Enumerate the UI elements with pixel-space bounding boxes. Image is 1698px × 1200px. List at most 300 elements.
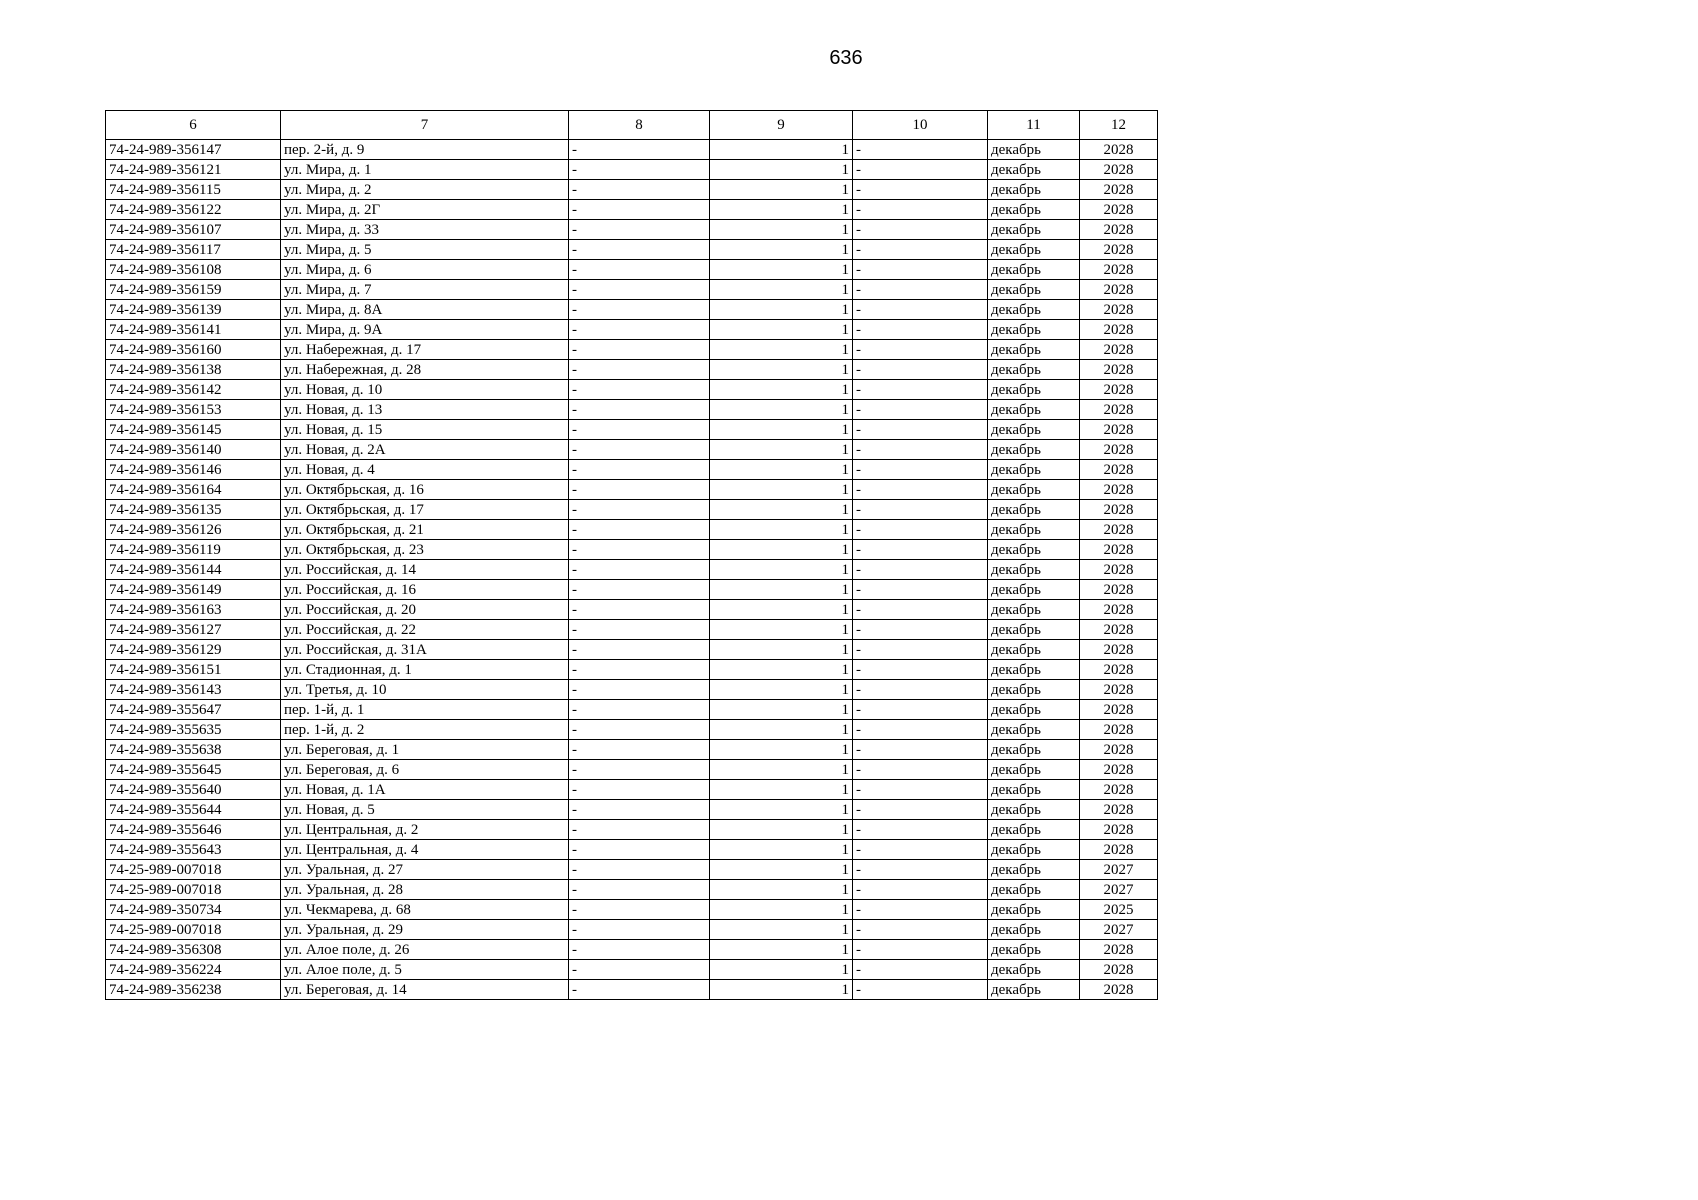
cell-col-9: 1 <box>710 360 853 380</box>
cell-col-8: - <box>569 500 710 520</box>
cell-code: 74-24-989-356145 <box>106 420 281 440</box>
cell-col-8: - <box>569 840 710 860</box>
cell-col-8: - <box>569 620 710 640</box>
table-row <box>106 540 1158 560</box>
cell-col-9: 1 <box>710 780 853 800</box>
cell-col-9: 1 <box>710 760 853 780</box>
cell-year: 2028 <box>1080 700 1158 720</box>
cell-address: ул. Береговая, д. 14 <box>281 980 569 1000</box>
cell-col-8: - <box>569 900 710 920</box>
cell-code: 74-24-989-356141 <box>106 320 281 340</box>
table-row <box>106 220 1158 240</box>
table-row <box>106 380 1158 400</box>
cell-col-8: - <box>569 680 710 700</box>
cell-year: 2028 <box>1080 400 1158 420</box>
cell-address: ул. Набережная, д. 28 <box>281 360 569 380</box>
cell-address: ул. Новая, д. 4 <box>281 460 569 480</box>
cell-month: декабрь <box>988 160 1080 180</box>
cell-col-8: - <box>569 700 710 720</box>
cell-code: 74-24-989-355644 <box>106 800 281 820</box>
cell-month: декабрь <box>988 740 1080 760</box>
cell-month: декабрь <box>988 820 1080 840</box>
cell-month: декабрь <box>988 880 1080 900</box>
cell-year: 2028 <box>1080 780 1158 800</box>
cell-col-9: 1 <box>710 740 853 760</box>
cell-col-8: - <box>569 540 710 560</box>
cell-month: декабрь <box>988 800 1080 820</box>
cell-year: 2028 <box>1080 360 1158 380</box>
cell-code: 74-24-989-356119 <box>106 540 281 560</box>
cell-col-10: - <box>853 460 988 480</box>
cell-code: 74-24-989-356149 <box>106 580 281 600</box>
cell-col-9: 1 <box>710 200 853 220</box>
cell-code: 74-24-989-356163 <box>106 600 281 620</box>
cell-col-8: - <box>569 860 710 880</box>
cell-col-9: 1 <box>710 380 853 400</box>
table-row <box>106 620 1158 640</box>
cell-year: 2028 <box>1080 820 1158 840</box>
cell-month: декабрь <box>988 200 1080 220</box>
cell-col-9: 1 <box>710 240 853 260</box>
cell-col-9: 1 <box>710 460 853 480</box>
cell-address: ул. Октябрьская, д. 17 <box>281 500 569 520</box>
cell-month: декабрь <box>988 500 1080 520</box>
cell-col-10: - <box>853 400 988 420</box>
cell-col-8: - <box>569 340 710 360</box>
cell-address: ул. Российская, д. 20 <box>281 600 569 620</box>
table-row <box>106 480 1158 500</box>
cell-code: 74-24-989-356117 <box>106 240 281 260</box>
cell-month: декабрь <box>988 320 1080 340</box>
table-row <box>106 460 1158 480</box>
cell-code: 74-24-989-355643 <box>106 840 281 860</box>
cell-address: ул. Октябрьская, д. 23 <box>281 540 569 560</box>
cell-address: ул. Набережная, д. 17 <box>281 340 569 360</box>
cell-month: декабрь <box>988 140 1080 160</box>
cell-month: декабрь <box>988 400 1080 420</box>
cell-col-10: - <box>853 180 988 200</box>
cell-year: 2025 <box>1080 900 1158 920</box>
cell-col-10: - <box>853 580 988 600</box>
cell-address: ул. Новая, д. 10 <box>281 380 569 400</box>
cell-col-9: 1 <box>710 300 853 320</box>
cell-year: 2028 <box>1080 380 1158 400</box>
cell-col-10: - <box>853 260 988 280</box>
cell-code: 74-24-989-356108 <box>106 260 281 280</box>
cell-col-9: 1 <box>710 800 853 820</box>
cell-col-9: 1 <box>710 440 853 460</box>
cell-col-8: - <box>569 140 710 160</box>
table-row <box>106 400 1158 420</box>
cell-col-9: 1 <box>710 400 853 420</box>
cell-col-9: 1 <box>710 420 853 440</box>
cell-col-10: - <box>853 980 988 1000</box>
cell-col-10: - <box>853 740 988 760</box>
cell-col-9: 1 <box>710 620 853 640</box>
cell-code: 74-25-989-007018 <box>106 920 281 940</box>
cell-col-9: 1 <box>710 320 853 340</box>
table-row <box>106 360 1158 380</box>
cell-month: декабрь <box>988 180 1080 200</box>
cell-year: 2028 <box>1080 140 1158 160</box>
cell-col-9: 1 <box>710 640 853 660</box>
cell-code: 74-24-989-356144 <box>106 560 281 580</box>
cell-col-10: - <box>853 800 988 820</box>
cell-address: ул. Мира, д. 2Г <box>281 200 569 220</box>
cell-address: ул. Октябрьская, д. 16 <box>281 480 569 500</box>
cell-address: ул. Центральная, д. 4 <box>281 840 569 860</box>
table-row <box>106 580 1158 600</box>
cell-month: декабрь <box>988 220 1080 240</box>
cell-year: 2028 <box>1080 520 1158 540</box>
table-row <box>106 840 1158 860</box>
cell-code: 74-24-989-356129 <box>106 640 281 660</box>
cell-code: 74-24-989-356140 <box>106 440 281 460</box>
cell-col-10: - <box>853 560 988 580</box>
cell-col-9: 1 <box>710 820 853 840</box>
cell-code: 74-24-989-355646 <box>106 820 281 840</box>
cell-address: пер. 2-й, д. 9 <box>281 140 569 160</box>
cell-month: декабрь <box>988 380 1080 400</box>
cell-address: ул. Центральная, д. 2 <box>281 820 569 840</box>
cell-month: декабрь <box>988 360 1080 380</box>
cell-col-8: - <box>569 380 710 400</box>
cell-col-10: - <box>853 840 988 860</box>
table-row <box>106 600 1158 620</box>
page-number: 636 <box>829 47 863 69</box>
cell-code: 74-25-989-007018 <box>106 880 281 900</box>
cell-code: 74-24-989-355647 <box>106 700 281 720</box>
cell-col-8: - <box>569 320 710 340</box>
table-row <box>106 320 1158 340</box>
table-body <box>106 140 1158 1000</box>
cell-month: декабрь <box>988 300 1080 320</box>
cell-col-9: 1 <box>710 280 853 300</box>
cell-year: 2028 <box>1080 560 1158 580</box>
cell-address: ул. Мира, д. 5 <box>281 240 569 260</box>
cell-year: 2028 <box>1080 620 1158 640</box>
cell-year: 2028 <box>1080 960 1158 980</box>
cell-address: ул. Уральная, д. 27 <box>281 860 569 880</box>
cell-month: декабрь <box>988 280 1080 300</box>
cell-month: декабрь <box>988 840 1080 860</box>
cell-col-8: - <box>569 420 710 440</box>
cell-code: 74-24-989-356138 <box>106 360 281 380</box>
table-row <box>106 900 1158 920</box>
table-row <box>106 760 1158 780</box>
cell-code: 74-24-989-356135 <box>106 500 281 520</box>
table-row <box>106 740 1158 760</box>
table-row <box>106 960 1158 980</box>
cell-col-9: 1 <box>710 580 853 600</box>
cell-col-8: - <box>569 480 710 500</box>
column-header-7: 7 <box>281 111 569 140</box>
column-header-6: 6 <box>106 111 281 140</box>
cell-code: 74-24-989-356308 <box>106 940 281 960</box>
cell-month: декабрь <box>988 980 1080 1000</box>
table-row <box>106 260 1158 280</box>
cell-year: 2028 <box>1080 660 1158 680</box>
cell-col-8: - <box>569 660 710 680</box>
cell-col-9: 1 <box>710 340 853 360</box>
cell-year: 2028 <box>1080 500 1158 520</box>
cell-year: 2027 <box>1080 920 1158 940</box>
cell-code: 74-24-989-356122 <box>106 200 281 220</box>
cell-col-9: 1 <box>710 220 853 240</box>
cell-col-10: - <box>853 660 988 680</box>
cell-code: 74-24-989-350734 <box>106 900 281 920</box>
table-row <box>106 980 1158 1000</box>
cell-address: ул. Мира, д. 9А <box>281 320 569 340</box>
cell-col-10: - <box>853 500 988 520</box>
cell-month: декабрь <box>988 900 1080 920</box>
cell-col-8: - <box>569 640 710 660</box>
cell-col-10: - <box>853 480 988 500</box>
cell-col-10: - <box>853 300 988 320</box>
table-row <box>106 280 1158 300</box>
table-row <box>106 500 1158 520</box>
table-row <box>106 800 1158 820</box>
cell-month: декабрь <box>988 640 1080 660</box>
cell-col-9: 1 <box>710 520 853 540</box>
cell-col-10: - <box>853 780 988 800</box>
cell-col-10: - <box>853 540 988 560</box>
cell-address: ул. Российская, д. 14 <box>281 560 569 580</box>
cell-code: 74-24-989-356151 <box>106 660 281 680</box>
cell-col-8: - <box>569 880 710 900</box>
cell-month: декабрь <box>988 440 1080 460</box>
cell-col-9: 1 <box>710 160 853 180</box>
cell-month: декабрь <box>988 460 1080 480</box>
cell-address: ул. Новая, д. 5 <box>281 800 569 820</box>
cell-col-10: - <box>853 140 988 160</box>
table-row <box>106 200 1158 220</box>
cell-col-9: 1 <box>710 540 853 560</box>
cell-col-10: - <box>853 900 988 920</box>
cell-col-9: 1 <box>710 480 853 500</box>
cell-code: 74-24-989-356142 <box>106 380 281 400</box>
cell-col-8: - <box>569 240 710 260</box>
data-table <box>105 110 1158 1000</box>
cell-col-10: - <box>853 520 988 540</box>
cell-col-8: - <box>569 960 710 980</box>
cell-col-10: - <box>853 600 988 620</box>
cell-col-8: - <box>569 920 710 940</box>
cell-address: ул. Новая, д. 2А <box>281 440 569 460</box>
cell-col-10: - <box>853 820 988 840</box>
cell-year: 2028 <box>1080 540 1158 560</box>
cell-code: 74-24-989-356224 <box>106 960 281 980</box>
table-row <box>106 780 1158 800</box>
cell-month: декабрь <box>988 260 1080 280</box>
cell-col-8: - <box>569 400 710 420</box>
cell-col-10: - <box>853 720 988 740</box>
cell-col-9: 1 <box>710 140 853 160</box>
table-row <box>106 660 1158 680</box>
header-row <box>106 111 1158 140</box>
cell-address: ул. Алое поле, д. 26 <box>281 940 569 960</box>
cell-code: 74-24-989-356146 <box>106 460 281 480</box>
cell-col-8: - <box>569 720 710 740</box>
cell-year: 2028 <box>1080 440 1158 460</box>
cell-col-10: - <box>853 420 988 440</box>
cell-year: 2027 <box>1080 860 1158 880</box>
table-row <box>106 180 1158 200</box>
cell-month: декабрь <box>988 940 1080 960</box>
cell-code: 74-24-989-356121 <box>106 160 281 180</box>
cell-col-8: - <box>569 200 710 220</box>
cell-year: 2028 <box>1080 720 1158 740</box>
cell-address: ул. Третья, д. 10 <box>281 680 569 700</box>
cell-month: декабрь <box>988 480 1080 500</box>
table-row <box>106 560 1158 580</box>
table-row <box>106 880 1158 900</box>
cell-col-10: - <box>853 620 988 640</box>
cell-col-10: - <box>853 640 988 660</box>
cell-col-9: 1 <box>710 920 853 940</box>
cell-col-10: - <box>853 760 988 780</box>
cell-year: 2028 <box>1080 580 1158 600</box>
cell-code: 74-24-989-355635 <box>106 720 281 740</box>
cell-col-8: - <box>569 260 710 280</box>
cell-col-10: - <box>853 320 988 340</box>
cell-month: декабрь <box>988 700 1080 720</box>
cell-year: 2028 <box>1080 340 1158 360</box>
cell-address: ул. Чекмарева, д. 68 <box>281 900 569 920</box>
cell-year: 2028 <box>1080 680 1158 700</box>
cell-code: 74-24-989-356126 <box>106 520 281 540</box>
table-row <box>106 440 1158 460</box>
cell-col-8: - <box>569 180 710 200</box>
cell-address: пер. 1-й, д. 1 <box>281 700 569 720</box>
cell-year: 2028 <box>1080 160 1158 180</box>
cell-address: ул. Октябрьская, д. 21 <box>281 520 569 540</box>
cell-month: декабрь <box>988 960 1080 980</box>
table-row <box>106 340 1158 360</box>
cell-col-8: - <box>569 820 710 840</box>
cell-col-9: 1 <box>710 840 853 860</box>
cell-col-8: - <box>569 600 710 620</box>
cell-col-9: 1 <box>710 700 853 720</box>
cell-address: ул. Мира, д. 6 <box>281 260 569 280</box>
cell-code: 74-24-989-356127 <box>106 620 281 640</box>
column-header-11: 11 <box>988 111 1080 140</box>
cell-month: декабрь <box>988 560 1080 580</box>
cell-col-8: - <box>569 980 710 1000</box>
cell-col-10: - <box>853 240 988 260</box>
cell-col-8: - <box>569 220 710 240</box>
cell-col-9: 1 <box>710 180 853 200</box>
cell-col-10: - <box>853 860 988 880</box>
cell-col-9: 1 <box>710 960 853 980</box>
cell-address: ул. Российская, д. 31А <box>281 640 569 660</box>
cell-address: ул. Береговая, д. 6 <box>281 760 569 780</box>
cell-year: 2028 <box>1080 200 1158 220</box>
cell-address: ул. Российская, д. 22 <box>281 620 569 640</box>
cell-year: 2028 <box>1080 320 1158 340</box>
cell-col-10: - <box>853 340 988 360</box>
cell-month: декабрь <box>988 600 1080 620</box>
cell-col-10: - <box>853 200 988 220</box>
cell-year: 2027 <box>1080 880 1158 900</box>
table-row <box>106 520 1158 540</box>
cell-code: 74-24-989-356164 <box>106 480 281 500</box>
cell-month: декабрь <box>988 620 1080 640</box>
cell-year: 2028 <box>1080 980 1158 1000</box>
cell-code: 74-25-989-007018 <box>106 860 281 880</box>
cell-month: декабрь <box>988 780 1080 800</box>
cell-year: 2028 <box>1080 740 1158 760</box>
cell-col-9: 1 <box>710 560 853 580</box>
cell-code: 74-24-989-356159 <box>106 280 281 300</box>
cell-code: 74-24-989-356107 <box>106 220 281 240</box>
cell-year: 2028 <box>1080 460 1158 480</box>
cell-address: ул. Береговая, д. 1 <box>281 740 569 760</box>
cell-year: 2028 <box>1080 300 1158 320</box>
cell-address: ул. Мира, д. 7 <box>281 280 569 300</box>
cell-code: 74-24-989-356153 <box>106 400 281 420</box>
cell-address: ул. Алое поле, д. 5 <box>281 960 569 980</box>
cell-col-10: - <box>853 220 988 240</box>
column-header-12: 12 <box>1080 111 1158 140</box>
table-row <box>106 700 1158 720</box>
cell-col-8: - <box>569 940 710 960</box>
cell-col-10: - <box>853 680 988 700</box>
table-row <box>106 240 1158 260</box>
cell-col-8: - <box>569 520 710 540</box>
table-row <box>106 680 1158 700</box>
cell-col-10: - <box>853 360 988 380</box>
cell-col-10: - <box>853 920 988 940</box>
cell-year: 2028 <box>1080 280 1158 300</box>
table-row <box>106 720 1158 740</box>
cell-col-8: - <box>569 580 710 600</box>
table-row <box>106 820 1158 840</box>
cell-year: 2028 <box>1080 840 1158 860</box>
cell-col-10: - <box>853 880 988 900</box>
cell-code: 74-24-989-356147 <box>106 140 281 160</box>
table-row <box>106 860 1158 880</box>
cell-col-9: 1 <box>710 660 853 680</box>
cell-address: ул. Новая, д. 15 <box>281 420 569 440</box>
cell-col-8: - <box>569 740 710 760</box>
cell-col-8: - <box>569 760 710 780</box>
cell-address: ул. Мира, д. 8А <box>281 300 569 320</box>
table-row <box>106 420 1158 440</box>
cell-col-9: 1 <box>710 980 853 1000</box>
cell-col-9: 1 <box>710 900 853 920</box>
cell-year: 2028 <box>1080 800 1158 820</box>
table-row <box>106 300 1158 320</box>
cell-month: декабрь <box>988 760 1080 780</box>
column-header-10: 10 <box>853 111 988 140</box>
cell-month: декабрь <box>988 520 1080 540</box>
column-header-9: 9 <box>710 111 853 140</box>
cell-month: декабрь <box>988 420 1080 440</box>
cell-col-8: - <box>569 800 710 820</box>
cell-month: декабрь <box>988 720 1080 740</box>
cell-code: 74-24-989-355645 <box>106 760 281 780</box>
cell-address: ул. Уральная, д. 28 <box>281 880 569 900</box>
cell-col-9: 1 <box>710 260 853 280</box>
column-header-8: 8 <box>569 111 710 140</box>
cell-col-9: 1 <box>710 940 853 960</box>
cell-code: 74-24-989-356160 <box>106 340 281 360</box>
cell-col-9: 1 <box>710 720 853 740</box>
cell-month: декабрь <box>988 340 1080 360</box>
cell-year: 2028 <box>1080 220 1158 240</box>
cell-address: ул. Мира, д. 33 <box>281 220 569 240</box>
